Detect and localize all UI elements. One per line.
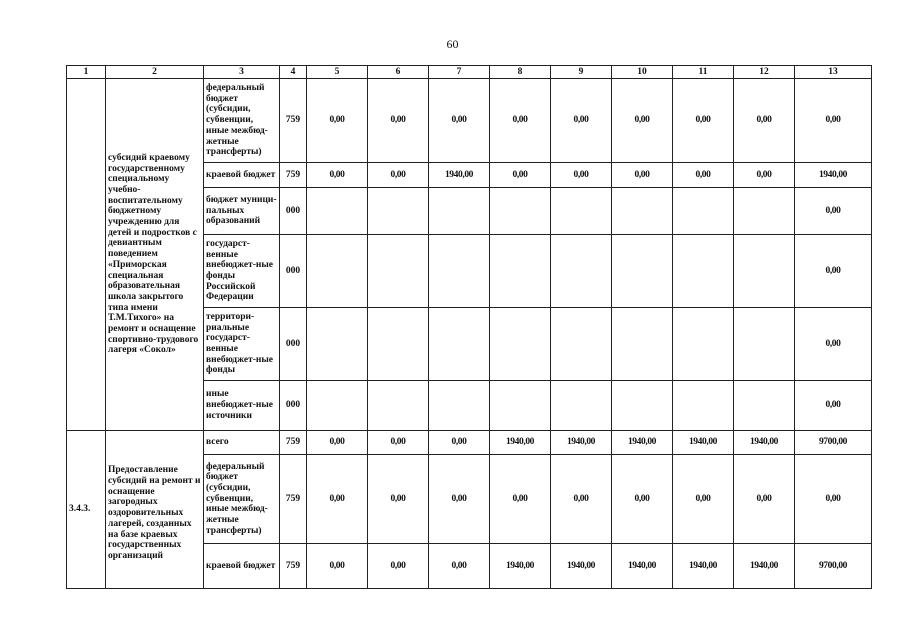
value-cell	[734, 381, 795, 431]
source-text-large: иные межбюд-	[206, 504, 268, 515]
value-cell	[490, 235, 551, 308]
code-cell: 759	[280, 79, 307, 163]
value-cell: 9700,00	[795, 431, 872, 455]
description-text-large: оздоровительных	[108, 508, 184, 519]
value-cell: 0,00	[368, 431, 429, 455]
value-cell	[490, 308, 551, 381]
value-cell: 0,00	[307, 79, 368, 163]
value-cell: 0,00	[612, 79, 673, 163]
funding-source-cell: иные внебюджет-ные источники	[204, 381, 280, 431]
description-text: лагерей, созданных на базе краевых государственных организаций	[108, 518, 192, 561]
value-cell: 1940,00	[734, 431, 795, 455]
value-cell: 1940,00	[551, 431, 612, 455]
funding-source-cell: краевой бюджет	[204, 544, 280, 589]
value-cell	[612, 188, 673, 235]
value-cell: 1940,00	[795, 163, 872, 188]
value-cell: 1940,00	[673, 544, 734, 589]
value-cell: 0,00	[429, 544, 490, 589]
value-cell: 0,00	[795, 455, 872, 544]
table-row	[67, 431, 872, 455]
value-cell	[429, 381, 490, 431]
value-cell	[673, 235, 734, 308]
header-cell: 8	[490, 66, 551, 79]
value-cell: 0,00	[429, 79, 490, 163]
value-cell	[307, 308, 368, 381]
value-cell	[734, 188, 795, 235]
source-text: жетные трансферты)	[206, 515, 262, 536]
value-cell: 0,00	[551, 455, 612, 544]
value-cell: 0,00	[490, 455, 551, 544]
value-cell: 9700,00	[795, 544, 872, 589]
value-cell	[612, 308, 673, 381]
header-cell: 5	[307, 66, 368, 79]
value-cell	[307, 188, 368, 235]
value-cell: 0,00	[734, 163, 795, 188]
value-cell: 0,00	[734, 79, 795, 163]
value-cell: 1940,00	[490, 544, 551, 589]
code-cell: 759	[280, 455, 307, 544]
value-cell: 0,00	[490, 79, 551, 163]
value-cell: 1940,00	[551, 544, 612, 589]
value-cell	[551, 381, 612, 431]
header-cell: 13	[795, 66, 872, 79]
header-cell: 1	[67, 66, 106, 79]
code-cell: 759	[280, 431, 307, 455]
header-cell: 4	[280, 66, 307, 79]
value-cell: 0,00	[795, 381, 872, 431]
value-cell	[307, 235, 368, 308]
value-cell: 1940,00	[734, 544, 795, 589]
value-cell	[551, 235, 612, 308]
value-cell: 1940,00	[490, 431, 551, 455]
funding-source-cell: всего	[204, 431, 280, 455]
value-cell	[368, 188, 429, 235]
value-cell: 0,00	[734, 455, 795, 544]
page-number: 60	[446, 37, 459, 51]
value-cell	[734, 308, 795, 381]
budget-table	[66, 65, 872, 589]
source-text: федеральный бюджет (субсидии, субвенции,	[206, 461, 265, 504]
value-cell: 0,00	[795, 188, 872, 235]
code-cell: 000	[280, 235, 307, 308]
value-cell	[612, 381, 673, 431]
code-cell: 759	[280, 544, 307, 589]
value-cell: 0,00	[368, 163, 429, 188]
value-cell: 0,00	[551, 163, 612, 188]
value-cell	[673, 308, 734, 381]
header-cell: 7	[429, 66, 490, 79]
value-cell: 0,00	[307, 455, 368, 544]
value-cell	[429, 308, 490, 381]
code-cell: 000	[280, 188, 307, 235]
header-cell: 6	[368, 66, 429, 79]
value-cell: 0,00	[673, 455, 734, 544]
code-cell: 000	[280, 308, 307, 381]
value-cell: 0,00	[368, 544, 429, 589]
funding-source-cell: бюджет муници-пальных образований	[204, 188, 280, 235]
value-cell: 0,00	[795, 308, 872, 381]
value-cell	[368, 235, 429, 308]
item-description-cell: субсидий краевому государственному специальному учебно-воспитательному бюджетному учреждению для детей и подростков с девиантным поведением «Приморская специальная образовательная школа закрытого типа имени Т.М.Тихого» на ремонт и оснащение спортивно-трудового лагеря «Сокол»	[106, 79, 204, 431]
value-cell: 0,00	[307, 431, 368, 455]
value-cell	[307, 381, 368, 431]
item-index-cell: 3.4.3.	[67, 431, 106, 589]
value-cell: 0,00	[551, 79, 612, 163]
header-cell: 2	[106, 66, 204, 79]
item-description-cell	[106, 431, 204, 589]
value-cell: 1940,00	[673, 431, 734, 455]
value-cell	[368, 381, 429, 431]
header-cell: 11	[673, 66, 734, 79]
value-cell: 0,00	[368, 79, 429, 163]
description-text: Предоставление субсидий на ремонт и оснащение загородных	[108, 465, 201, 508]
value-cell	[734, 235, 795, 308]
funding-source-cell: территори-риальные государст-венные внебюджет-ные фонды	[204, 308, 280, 381]
header-cell: 10	[612, 66, 673, 79]
value-cell: 0,00	[612, 455, 673, 544]
value-cell	[673, 381, 734, 431]
value-cell	[429, 235, 490, 308]
funding-source-cell: краевой бюджет	[204, 163, 280, 188]
value-cell	[673, 188, 734, 235]
code-cell: 000	[280, 381, 307, 431]
value-cell: 0,00	[612, 163, 673, 188]
value-cell: 0,00	[429, 431, 490, 455]
value-cell	[368, 308, 429, 381]
value-cell: 0,00	[307, 163, 368, 188]
value-cell	[612, 235, 673, 308]
value-cell	[551, 308, 612, 381]
value-cell	[429, 188, 490, 235]
funding-source-cell	[204, 455, 280, 544]
value-cell: 0,00	[673, 79, 734, 163]
item-index-cell	[67, 79, 106, 431]
header-cell: 12	[734, 66, 795, 79]
header-cell: 9	[551, 66, 612, 79]
value-cell	[490, 381, 551, 431]
code-cell: 759	[280, 163, 307, 188]
header-row	[67, 66, 872, 79]
funding-source-cell: федеральный бюджет (субсидии, субвенции, иные межбюд-жетные трансферты)	[204, 79, 280, 163]
header-cell: 3	[204, 66, 280, 79]
value-cell	[490, 188, 551, 235]
value-cell: 0,00	[795, 235, 872, 308]
table-row	[67, 79, 872, 163]
value-cell: 1940,00	[612, 544, 673, 589]
value-cell: 0,00	[673, 163, 734, 188]
value-cell	[551, 188, 612, 235]
funding-source-cell: государст-венные внебюджет-ные фонды Российской Федерации	[204, 235, 280, 308]
value-cell: 0,00	[307, 544, 368, 589]
value-cell: 0,00	[429, 455, 490, 544]
value-cell: 0,00	[368, 455, 429, 544]
value-cell: 0,00	[490, 163, 551, 188]
value-cell: 1940,00	[429, 163, 490, 188]
value-cell: 1940,00	[612, 431, 673, 455]
value-cell: 0,00	[795, 79, 872, 163]
